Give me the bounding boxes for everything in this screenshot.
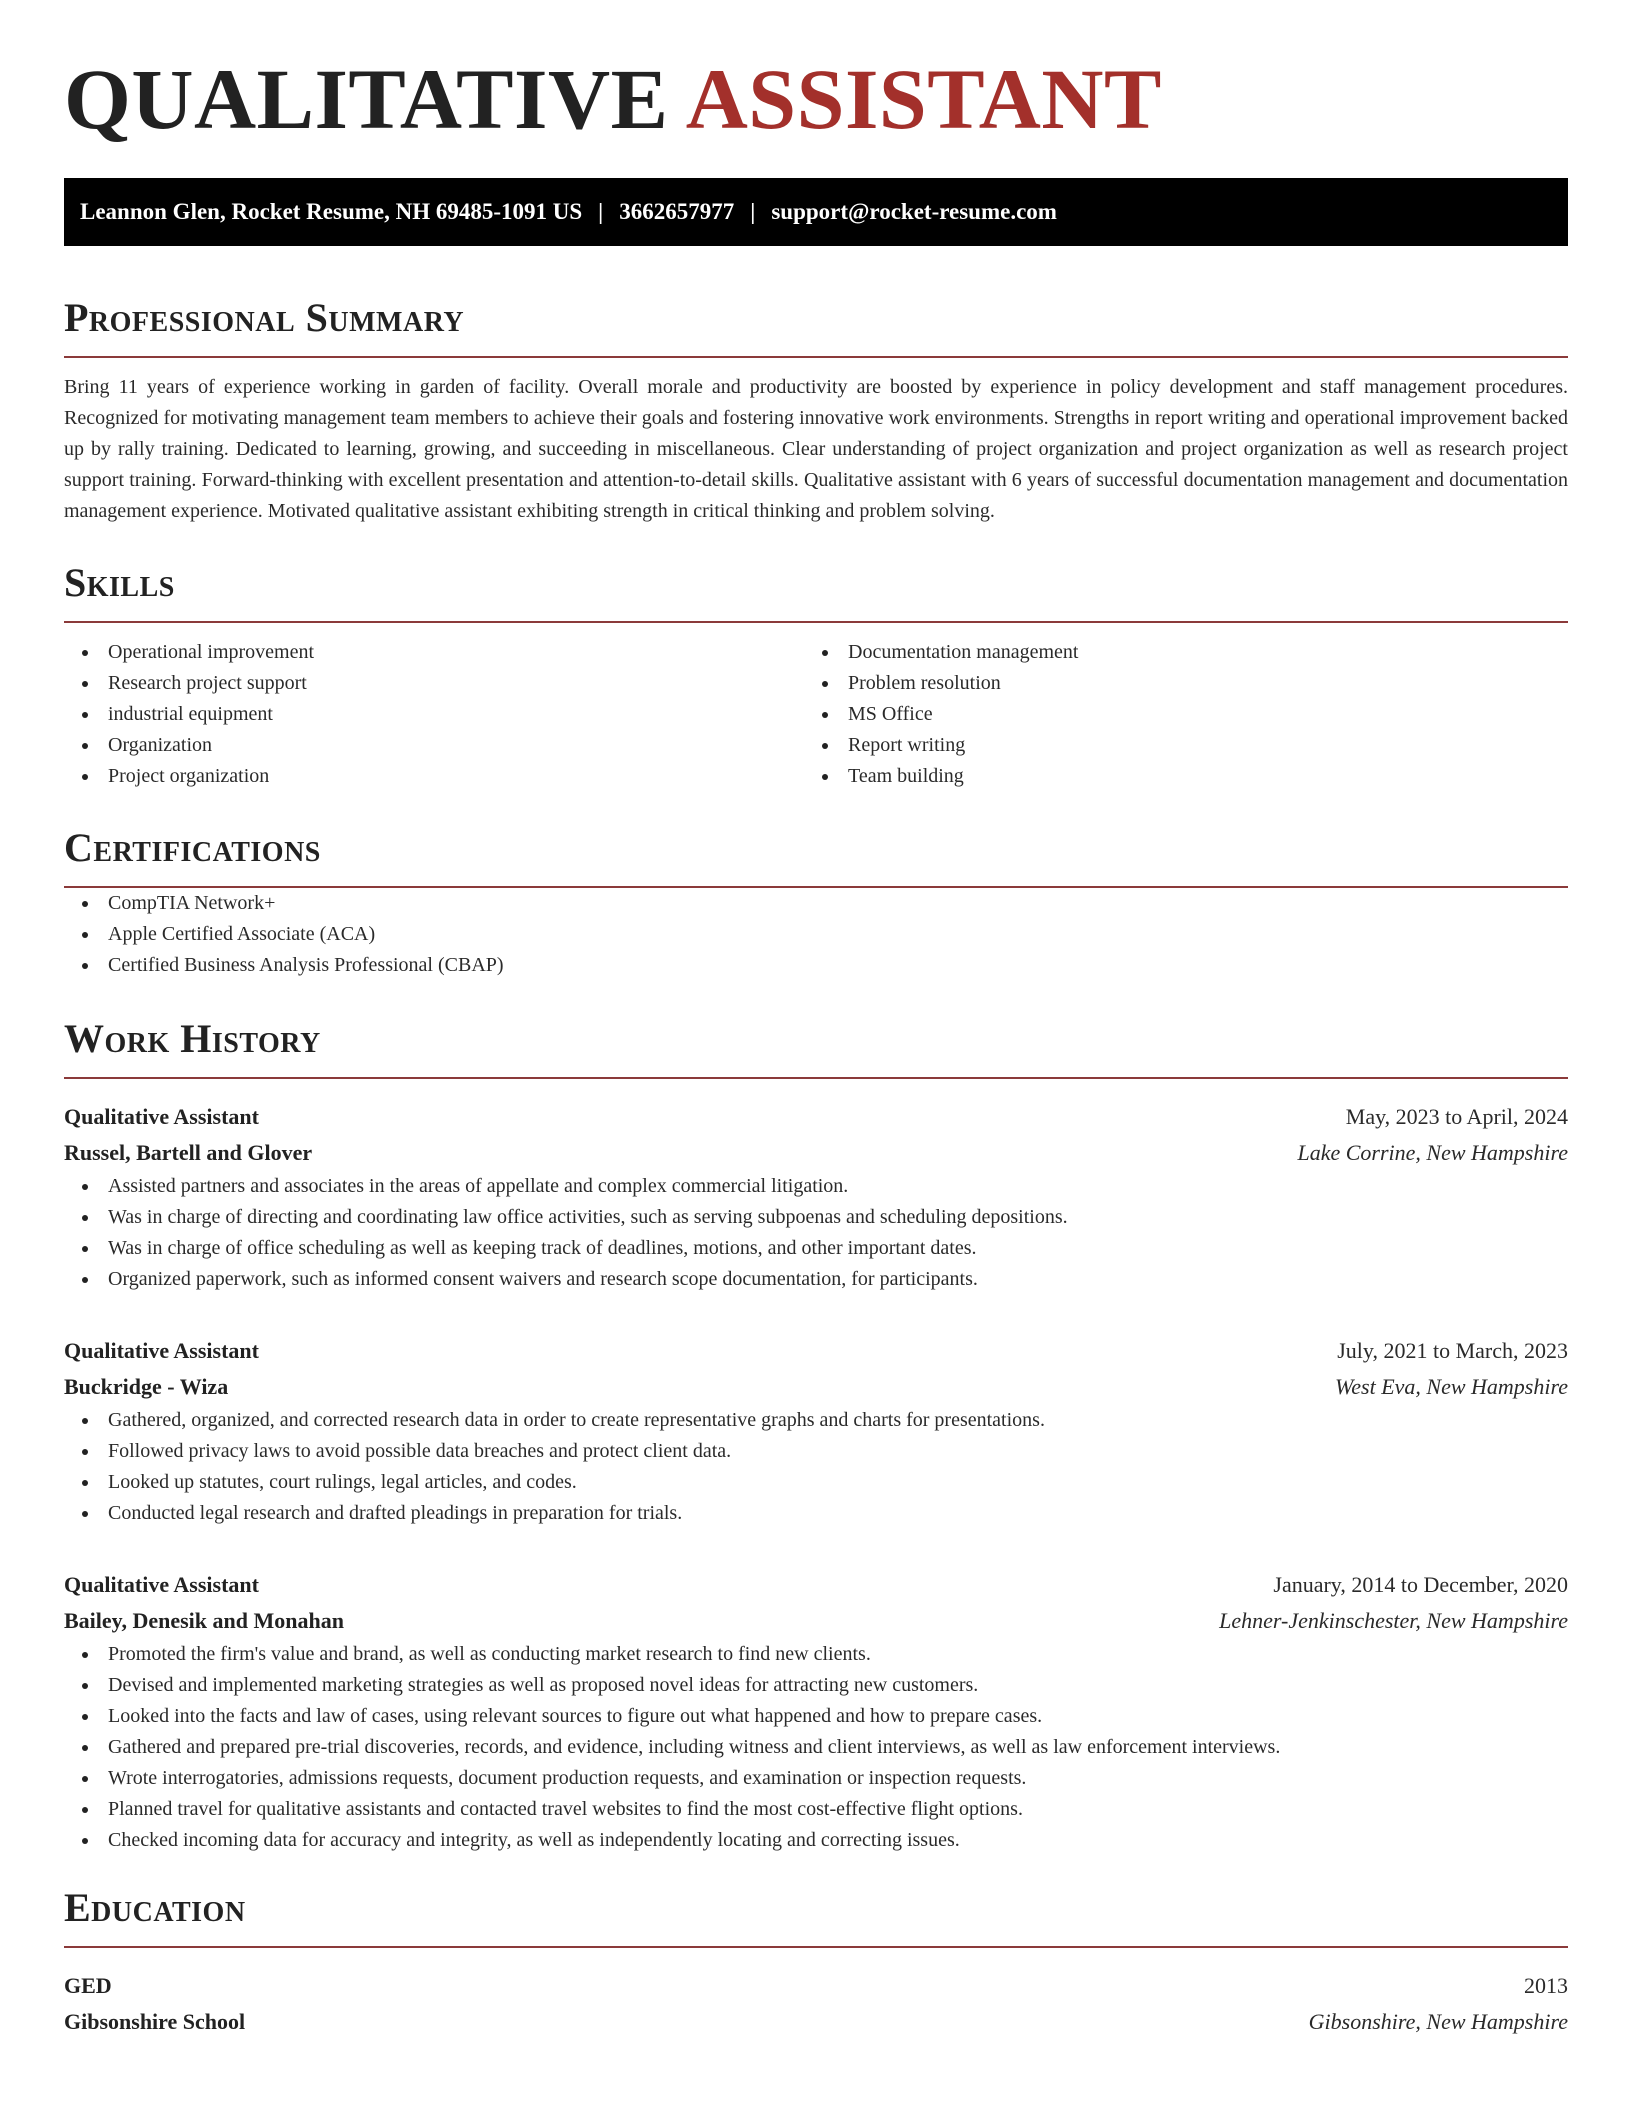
resume-name — [64, 51, 1568, 147]
job-dates: July, 2021 to March, 2023 — [1337, 1338, 1568, 1363]
resume-page — [64, 0, 1568, 2040]
job-bullet: Was in charge of office scheduling as well as keeping track of deadlines, motions, and other important dates. — [64, 1233, 1568, 1264]
job-bullet: Gathered, organized, and corrected research data in order to create representative graphs and charts for presentations. — [64, 1405, 1568, 1436]
skill-item: Operational improvement — [64, 637, 804, 668]
name-last: ASSISTANT — [685, 51, 1162, 147]
skill-item: Project organization — [64, 761, 804, 792]
summary-text: Bring 11 years of experience working in garden of facility. Overall morale and productivity are boosted by experience in policy development and staff management procedures. Recognized for motivating management team members to achieve their goals and fostering innovative work environments. Strengths in report writing and operational improvement backed up by rally training. Dedicated to learning, growing, and succeeding in miscellaneous. Clear understanding of project organization and project organization as well as research project support training. Forward-thinking with excellent presentation and attention-to-detail skills. Qualitative assistant with 6 years of successful documentation management and documentation management experience. Motivated qualitative assistant exhibiting strength in critical thinking and problem solving. — [64, 376, 1568, 522]
skills-heading: Skills — [64, 560, 175, 605]
job-header-row — [64, 1099, 1568, 1135]
job-entry — [64, 1333, 1568, 1529]
certification-item: CompTIA Network+ — [64, 888, 1568, 919]
job-bullet: Devised and implemented marketing strategies as well as proposed novel ideas for attracting new customers. — [64, 1670, 1568, 1701]
certifications-section — [64, 825, 1568, 981]
education-entry — [64, 1968, 1568, 2040]
job-entry — [64, 1099, 1568, 1295]
job-location: Lake Corrine, New Hampshire — [1297, 1140, 1568, 1165]
skill-item: MS Office — [804, 699, 1544, 730]
contact-separator: | — [598, 199, 604, 224]
job-bullet: Followed privacy laws to avoid possible data breaches and protect client data. — [64, 1436, 1568, 1467]
skill-item: Research project support — [64, 668, 804, 699]
skills-list-left — [64, 637, 804, 792]
section-divider — [64, 1946, 1568, 1948]
job-dates: January, 2014 to December, 2020 — [1273, 1572, 1568, 1597]
job-bullet: Promoted the firm's value and brand, as well as conducting market research to find new clients. — [64, 1639, 1568, 1670]
education-degree: GED — [64, 1973, 112, 1998]
job-bullet: Was in charge of directing and coordinating law office activities, such as serving subpoenas and scheduling depositions. — [64, 1202, 1568, 1233]
education-school: Gibsonshire School — [64, 2009, 246, 2034]
job-company-row — [64, 1369, 1568, 1405]
job-company: Buckridge - Wiza — [64, 1374, 229, 1399]
job-bullets — [64, 1639, 1568, 1856]
job-bullet: Checked incoming data for accuracy and integrity, as well as independently locating and correcting issues. — [64, 1825, 1568, 1856]
job-company: Bailey, Denesik and Monahan — [64, 1608, 344, 1633]
job-location: West Eva, New Hampshire — [1334, 1374, 1568, 1399]
contact-address: Leannon Glen, Rocket Resume, NH 69485-1091 US — [80, 199, 583, 224]
work-history-section — [64, 1016, 1568, 1856]
job-header-row — [64, 1567, 1568, 1603]
certification-item: Apple Certified Associate (ACA) — [64, 919, 1568, 950]
contact-bar — [64, 178, 1568, 246]
job-bullets — [64, 1171, 1568, 1295]
job-bullets — [64, 1405, 1568, 1529]
contact-email: support@rocket-resume.com — [771, 199, 1057, 224]
section-divider — [64, 356, 1568, 358]
section-divider — [64, 1077, 1568, 1079]
job-header-row — [64, 1333, 1568, 1369]
skills-section — [64, 560, 1568, 792]
job-company: Russel, Bartell and Glover — [64, 1140, 313, 1165]
job-company-row — [64, 1603, 1568, 1639]
contact-phone: 3662657977 — [619, 199, 735, 224]
job-bullet: Conducted legal research and drafted pleadings in preparation for trials. — [64, 1498, 1568, 1529]
job-location: Lehner-Jenkinschester, New Hampshire — [1219, 1608, 1568, 1633]
work-history-heading: Work History — [64, 1016, 321, 1061]
skill-item: Problem resolution — [804, 668, 1544, 699]
job-bullet: Wrote interrogatories, admissions requests, document production requests, and examination or inspection requests. — [64, 1763, 1568, 1794]
name-first: QUALITATIVE — [64, 51, 669, 147]
education-location: Gibsonshire, New Hampshire — [1308, 2009, 1568, 2034]
skill-item: Organization — [64, 730, 804, 761]
job-title: Qualitative Assistant — [64, 1572, 259, 1597]
job-title: Qualitative Assistant — [64, 1338, 259, 1363]
education-year: 2013 — [1524, 1973, 1568, 1998]
job-entry — [64, 1567, 1568, 1856]
education-heading: Education — [64, 1885, 246, 1930]
job-bullet: Planned travel for qualitative assistants and contacted travel websites to find the most cost-effective flight options. — [64, 1794, 1568, 1825]
contact-separator: | — [750, 199, 756, 224]
education-school-row — [64, 2004, 1568, 2040]
job-bullet: Looked up statutes, court rulings, legal articles, and codes. — [64, 1467, 1568, 1498]
section-divider — [64, 621, 1568, 623]
certifications-heading: Certifications — [64, 825, 321, 870]
job-bullet: Looked into the facts and law of cases, using relevant sources to figure out what happened and how to prepare cases. — [64, 1701, 1568, 1732]
certifications-list — [64, 888, 1568, 981]
education-section — [64, 1885, 1568, 2040]
summary-section — [64, 295, 1568, 527]
summary-heading: Professional Summary — [64, 295, 465, 340]
job-company-row — [64, 1135, 1568, 1171]
skills-grid — [64, 637, 1568, 792]
job-title: Qualitative Assistant — [64, 1104, 259, 1129]
job-dates: May, 2023 to April, 2024 — [1345, 1104, 1568, 1129]
skill-item: Documentation management — [804, 637, 1544, 668]
skill-item: Team building — [804, 761, 1544, 792]
certification-item: Certified Business Analysis Professional (CBAP) — [64, 950, 1568, 981]
skill-item: industrial equipment — [64, 699, 804, 730]
skill-item: Report writing — [804, 730, 1544, 761]
education-header-row — [64, 1968, 1568, 2004]
job-bullet: Gathered and prepared pre-trial discoveries, records, and evidence, including witness and client interviews, as well as law enforcement interviews. — [64, 1732, 1568, 1763]
job-bullet: Assisted partners and associates in the areas of appellate and complex commercial litigation. — [64, 1171, 1568, 1202]
skills-list-right — [804, 637, 1544, 792]
job-bullet: Organized paperwork, such as informed consent waivers and research scope documentation, for participants. — [64, 1264, 1568, 1295]
